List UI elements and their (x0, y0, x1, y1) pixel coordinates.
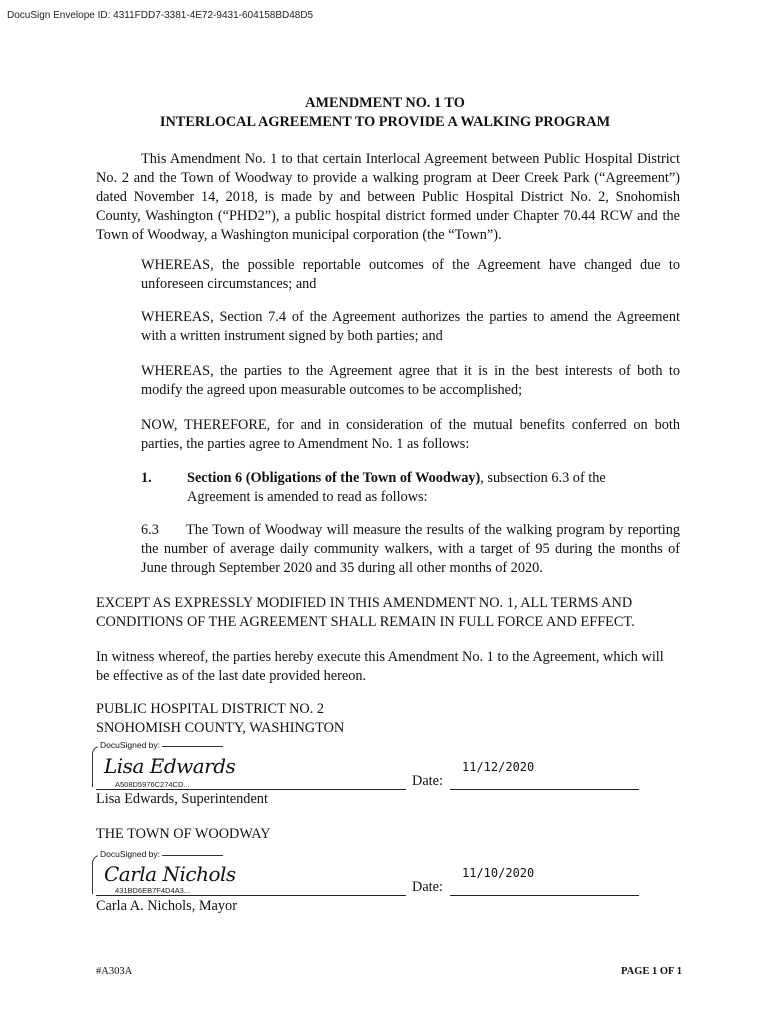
title-line-1: AMENDMENT NO. 1 TO (305, 95, 465, 111)
section-1-text (187, 469, 680, 507)
recital-1: WHEREAS, the possible reportable outcomes of the Agreement have changed due to unforeseen circumstances; and (141, 257, 680, 292)
date-value-1: 11/12/2020 (462, 760, 535, 774)
recital-2: WHEREAS, Section 7.4 of the Agreement authorizes the parties to amend the Agreement with a written instrument signed by both parties; and (141, 309, 680, 344)
date-line-1 (450, 789, 639, 790)
witness-paragraph: In witness whereof, the parties hereby execute this Amendment No. 1 to the Agreement, which will be effective as of the last date provided hereon. (96, 649, 664, 684)
party1-name-1: PUBLIC HOSPITAL DISTRICT NO. 2 (96, 701, 325, 717)
signature-hash-1: A508D5976C274CD... (115, 780, 190, 789)
signature-line-2 (96, 895, 406, 896)
recital-3: WHEREAS, the parties to the Agreement agree that it is in the best interests of both to modify the agreed upon measurable outcomes to be accomplished; (141, 363, 680, 398)
section-heading: Section 6 (Obligations of the Town of Woodway) (187, 470, 481, 486)
page-number: PAGE 1 OF 1 (621, 966, 682, 977)
section-text-2: Agreement is amended to read as follows: (187, 489, 428, 505)
section-text-1: , subsection 6.3 of the (480, 470, 606, 486)
doc-code: #A303A (96, 966, 133, 977)
intro-paragraph: This Amendment No. 1 to that certain Interlocal Agreement between Public Hospital District No. 2 and the Town of Woodway to provide a walking program at Deer Creek Park (“Agreement”) dated November 14, 2018, is made by and between Public Hospital District No. 2, Snohomish County, Washington (“PHD2”), a public hospital district formed under Chapter 70.44 RCW and the Town of Woodway, a Washington municipal corporation (the “Town”). (96, 151, 680, 243)
section-number: 1. (141, 470, 152, 486)
date-label-2: Date: (412, 879, 443, 895)
party1-name-2: SNOHOMISH COUNTY, WASHINGTON (96, 720, 345, 736)
subsection-text: The Town of Woodway will measure the results of the walking program by reporting the number of average daily community walkers, with a target of 95 during the months of June through September 2020 and 35 during all other months of 2020. (141, 522, 680, 576)
signature-1: Lisa Edwards (104, 754, 236, 778)
subsection-number: 6.3 (141, 522, 159, 538)
except-clause: EXCEPT AS EXPRESSLY MODIFIED IN THIS AMENDMENT NO. 1, ALL TERMS AND CONDITIONS OF THE AGREEMENT SHALL REMAIN IN FULL FORCE AND EFFECT. (96, 595, 635, 630)
party2-name-1: THE TOWN OF WOODWAY (96, 826, 271, 842)
signer-1: Lisa Edwards, Superintendent (96, 791, 268, 807)
title-line-2: INTERLOCAL AGREEMENT TO PROVIDE A WALKING PROGRAM (159, 114, 611, 130)
signature-2: Carla Nichols (104, 862, 236, 886)
signer-2: Carla A. Nichols, Mayor (96, 898, 237, 914)
date-label-1: Date: (412, 773, 443, 789)
signature-hash-2: 431BD6EB7F4D4A3... (115, 886, 191, 895)
date-line-2 (450, 895, 639, 896)
docusigned-label-2: DocuSigned by: (100, 849, 161, 859)
recital-4: NOW, THEREFORE, for and in consideration of the mutual benefits conferred on both parties, the parties agree to Amendment No. 1 as follows: (141, 417, 680, 452)
envelope-id: DocuSign Envelope ID: 4311FDD7-3381-4E72-9431-604158BD48D5 (7, 10, 314, 21)
date-value-2: 11/10/2020 (462, 866, 535, 880)
docusigned-label-1: DocuSigned by: (100, 740, 161, 750)
